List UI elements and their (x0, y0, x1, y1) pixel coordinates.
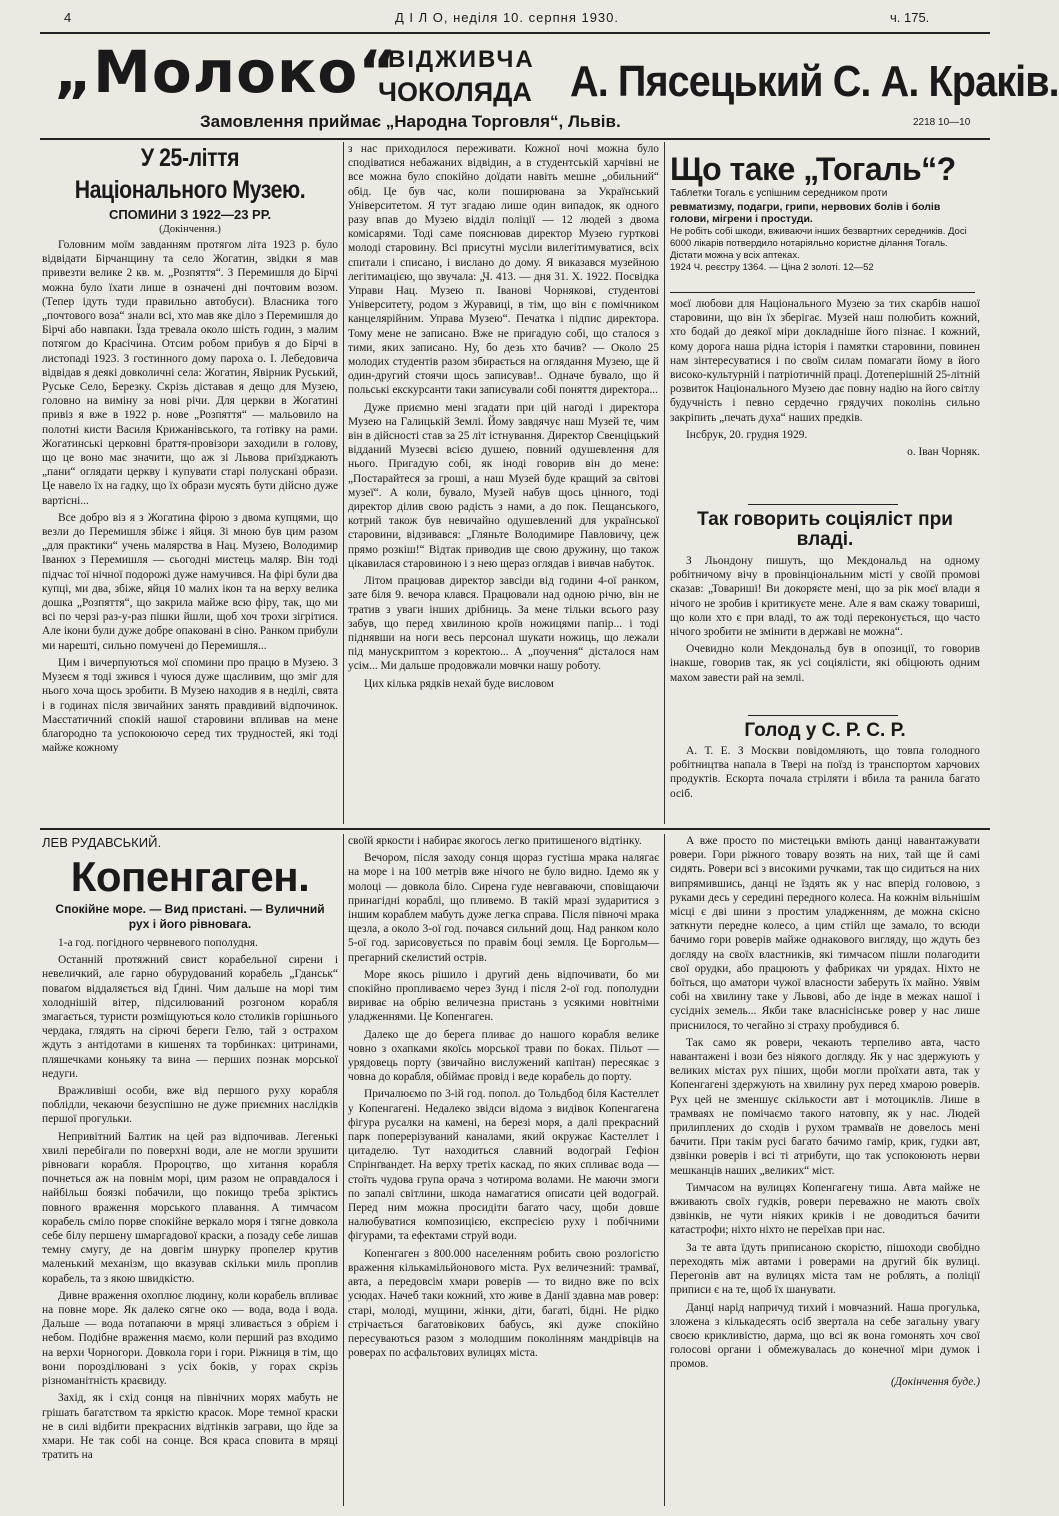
museum-paragraph: Цим і вичерпуються мої спомини про працю в Музею. З Музеєм я тоді зжився і чуюся дуже щасливим, що зміг для нього хоча щось зробити. В Музею находив я в неділі, свята і в годинах після звичайних занять правдивий відпочинок. Маєстатичний спокій нашої старовини впливав на мене благородно та успокоюючо серед тих трудностей, які тоді майже кожному (42, 656, 338, 755)
copenhagen-col1 (42, 834, 338, 1506)
ad-maker: А. Пясецький С. А. Краків. (570, 57, 1059, 106)
copenhagen-paragraph: своїй яркости і набирає якогось легко притишеного відтінку. (348, 835, 642, 847)
ad-product-name: „Молоко“ (54, 38, 398, 106)
museum-author: о. Іван Чорняк. (907, 446, 980, 459)
column-divider (343, 834, 344, 1506)
museum-article-col2 (348, 142, 659, 824)
togal-line: Не робіть собі шкоди, вживаючи інших безвартних середників. Досі 6000 лікарів потвердило нотаріяльно користне ділання Тогаль. Дістати можна у всіх аптеках. (670, 225, 967, 261)
ad-descriptor-2: ЧОКОЛЯДА (378, 77, 532, 107)
museum-paragraph: Цих кілька рядків нехай буде висловом (364, 677, 554, 690)
museum-article-col3 (670, 297, 980, 497)
famine-article (670, 720, 980, 824)
socialist-paragraph: Очевидно коли Мекдональд був в опозиції, то говорив інакше, говорив так, як усі соціялісти, які обіцюють одним махом завести рай на землі. (670, 643, 980, 684)
copenhagen-paragraph: Непривітний Балтик на цей раз відпочивав. Легенькі хвилі перебігали по поверхні води, але не могли зрушити рівноваги корабля. Пророцтво, що хитання корабля почнеться аж на повнім морі, цим разом не оправдалося і найбільш боязкі побачили, що покищо треба зріктись повного враження морського плавання. А тимчасом корабель сміло порве спокійне веркало моря і тягне довкола себе білу першену шмаргадової краски, а позаду себе лишав темну смугу, де на довгім шнурку пропелер крутив маленький механізм, що вказував скільки миль проплив корабель, та з якою швидкістю. (42, 1130, 338, 1285)
museum-paragraph: з нас приходилося переживати. Кожної ночі можна було сподіватися небажаних відвідин, а в студентській харчівні не все можна було спокійно доїдати навіть мешне „обильний“ обід. Це був час, коли поширювана за Український Університетом. Я тут згадаю лише один випадок, як одного разу впав до Музею відділ поліції — 12 людей з двома комісарями. Тоді саме пояснював директор Музею гурткові молоді старовину. Всі присутні мусіли вилегітимуватися, всіх спитали і списано, і вислано до дому. Я виказався музейною легітимацією, що звучала: „Ч. 413. — дня 31. Х. 1922. Посвідка Управи Нац. Музею п. Іванові Чорнякові, студентові Університету, родом з Журавиці, в тім, що він є помічником канцелярійним. Управа Музею“. Печатка і підпис директора. Тому мене не записано. Вже не пригадую собі, що сталося з тими, яких записано. Ну, бо дезь хто бачив? — Около 25 молодих студентів разом збирається на оглядання Музею, ще й один-другий стоячи щось записував!.. Одначе бувало, що й польські екскурсанти таки записували собі поняття директора... (348, 143, 659, 397)
museum-paragraph: Дуже приємно мені згадати при цій нагоді і директора Музею на Галицькій Землі. Йому завдячує наш Музей те, чим він в дійсності став за 25 літ істнування. Директор Свенціцький відданий Музеєві всією душею, повний одушевлення для нього. Пригадую собі, як іноді говорив він до мене: „Постарайтеся за гроші, а наш Музей буде кращий за світові музеї“. А коли, бувало, Музей набув щось цінного, тоді директор ділив свою радість з нами, а до пок. Пещанського, котрий також був невичайно одушевлений для української старовини, відзивався: „Гляньте Володимире Павловичу, цеж прямо розкіш!“ Відтак приводив ще свою дружину, що також цікавилася старовиною і з нею щераз оглядав і вивчав набуток. (348, 401, 659, 570)
togal-rule (670, 292, 975, 293)
copenhagen-author: ЛЕВ РУДАВСЬКИЙ. (42, 835, 162, 850)
copenhagen-paragraph: Далеко ще до берега пливає до нашого корабля велике човно з охапками якоїсь морської трави по боках. Пільот — урядовець порту (звичайно вислужений капітан) пересякає з човна до корабля, обіймає провід і веде корабель до порту. (348, 1028, 659, 1084)
museum-article-subtitle: СПОМИНИ З 1922—23 РР. (108, 207, 272, 222)
issue-number: ч. 175. (890, 10, 930, 25)
togal-title: Що таке „Тогаль“? (670, 151, 956, 187)
copenhagen-paragraph: Дивне враження охоплює людину, коли корабель впливає на повне море. Як далеко сягне око — вода, вода і вода. Дальше — вода потапаючи в мряці зливається з обрієм і небом. Подібне враження маємо, коли перший раз входимо на верхи Чорногори. Довкола гори і гори. Ріжниця в тім, що вони порозділювані з усіх боків, у горах скрізь різноманітність краєвиду. (42, 1289, 338, 1388)
column-divider (664, 142, 665, 824)
section-divider (40, 828, 990, 830)
museum-article-col1 (42, 142, 338, 824)
copenhagen-title: Копенгаген. (70, 853, 310, 900)
ad-bottom-rule (40, 138, 990, 140)
copenhagen-paragraph: Вечором, після заходу сонця щораз густіша мрака налягає на море і на 100 метрів вже нічого не було видно. Ідемо як у молоці — довкола біло. Сирена гуде невгаваючи, сповіщаючи принагідні кораблі, що пливемо. В такій мразі зударитися з іншим кораблем мабуть дуже легка справа. Після півночі мрака щезла, а около 3-ої год. почався сильний дощ. Над ранком коло 5-ої год. зарисовується по правім боці земля. Це Боргольм—прегарний скелистий острів. (348, 852, 659, 964)
copenhagen-col2 (348, 834, 659, 1506)
togal-line: Таблетки Тогаль є успішним середником проти (670, 188, 888, 199)
museum-article-title: У 25-ліття Національного Музею. (74, 144, 306, 204)
copenhagen-paragraph: Море якось рішило і другий день відпочивати, бо ми спокійно пропливаємо через Зунд і після 2-ої год. пополудни вириває на обрію величезна пристань з усякими новітніми уладженнями. Це Копенгаген. (348, 968, 659, 1024)
ad-order-line: Замовлення приймає „Народна Торговля“, Львів. (200, 112, 621, 131)
museum-paragraph: Все добро віз я з Жогатина фірою з двома купцями, що везли до Перемишля збіжє і яйця. Зі мною був цим разом „для практики“ учень малярства в Нац. Музею, Володимир Іванюх з Перемишля — сьогодні мистець маляр. Він тоді підчас тої нічної подорожі дуже намучився. На фірі були два купці, ми два, збіже, яйця 10 малих ікон та на верху велика дошка „Розпяття“, що закрила майже всю фіру, так, що ми всі по черзі раз-у-раз пішки йшли, щоб хоч трохи зігрітися. Але ікони були дуже добре опаковані в сіно. Ранком прибули ми нарешті, сильно помучені до Перемишля... (42, 511, 338, 652)
copenhagen-paragraph: 1-а год. погідного червневого пополудня. (58, 937, 258, 949)
museum-paragraph: Головним моїм завданням протягом літа 1923 р. було відвідати Бірчанщину та село Жогатин, звідки я мав привезти велике 2 кв. м. „Розпяття“. З Перемишля до Бірчі можна було їхати лише в означені дні почтовим возом. (Тепер ідуть туди правильно автобуси). Власника того „почтового воза“ знали всі, хто мав яке діло з Перемишля до Бірчі або навпаки. Їзда тревала около шість годин, з малим потягом до Красічина. Отсим робом прибув я до Бірчі в листопаді 1923. З гостинного дому пароха о. І. Лебедовича відвідав я деякі довколичні села: Жогатин, Явірник Руський, Руське Село, Березку. Скрізь діставав я дещо для Музею, головно на виміну за нові річи. Для церкви в Жогатині привіз я вже в 1922 р. нове „Розпяття“ — мальовило на полотні кисти Василя Крижанівського, та готівку на рами. Жогатинські церковні браття-провізори заходили в голову, що це воно має значити, що аж зі Львова приїзджають „пани“ оглядати церкву і купувати старі полускані образи. Це навело їх на гадку, що їх образи мусять бути дійсно дуже вартісні... (42, 239, 338, 507)
togal-line: 1924 Ч. реєстру 1364. — Ціна 2 золоті. 12—52 (670, 261, 874, 273)
copenhagen-col3 (670, 834, 980, 1506)
museum-article-note: (Докінчення.) (159, 224, 221, 235)
copenhagen-paragraph: Копенгаген з 800.000 населенням робить свою розлогістю враження кількамільйонового міста. Рух величезний: трамваї, авта, а передовсім хмари роверів — то видно вже по всіх усюдах. Начеб таки кожний, хто живе в Данії здавна мав ровер: старі, молоді, мущини, жінки, діти, багаті, бідні. Не рідко стрічається багатовікових бабусь, які дуже спокійно пересуваються разом з молодшим поколінням мандрівців на роверах по асфальтових вулицях міста. (348, 1247, 659, 1360)
copenhagen-paragraph: Останній протяжний свист корабельної сирени і невеличкий, але гарно обурудований корабель „Гданськ“ поваґом віддаляється від Ґдині. Чим дальше на морі тим холоднішій вітер, підсилюваний розгоном корабля змагається, туристи розміщуються коло столиків горішнього чердака, глядять на сірючі береги Гелю, тай з острахом ждуть з антідотами в кишенях та торбинках: цитринами, пляшечками коньяку та вина — перших познак морської недуги. (42, 954, 338, 1080)
section-rule (748, 715, 898, 716)
togal-line: ревматизму, подагри, грипи, нервових болів і болів голови, мігрени і простуди. (670, 200, 941, 225)
copenhagen-paragraph: За те авта їдуть приписаною скорістю, пішоходи свобідно переходять між автами і роверами на другий бік вулиці. Перегонів авт на вулицях міста там не роблять, а поліції приписи є на те, щоб їх шанувати. (670, 1241, 980, 1297)
chocolate-ad (40, 36, 1059, 136)
copenhagen-paragraph: Данці нарід напричуд тихий і мовчазний. Наша прогулька, зложена з кількадесять осіб звертала на себе загальну увагу своєю крикливістю, дарма, що всі як вона гомонять хоч свої голосові органи і обмежувалась до конечної міри думок і промов. (670, 1301, 980, 1371)
copenhagen-paragraph: Вражливіші особи, вже від першого руху корабля поблідли, чекаючи безуспішно не дуже приємних наслідків першої прогульки. (42, 1085, 338, 1126)
column-divider (664, 834, 665, 1506)
museum-paragraph: Літом працював директор завсіди від години 4-ої ранком, зате біля 9. вечора клався. Працювали над одною річю, він не тратив з уваги інших дрібниць. За мене тільки всього разу забув, що перед хвилиною кроїв ножицями папір... і тоді піднявши на ноги весь персонал шукати ножиць, що лежали під манускриптом з коректою... А „поучення“ дісталося нам усім... Ми дальше продовжали мовчки нашу роботу. (348, 575, 659, 673)
socialist-article (670, 510, 980, 710)
museum-paragraph: моєї любови для Національного Музею за тих скарбів нашої старовини, що він їх зберігає. Музей наш полюбить кожний, хто бодай до деякої міри докладніше його пізнає. І кожний, кому дорога наша рідна історія і памятки старовини, повинен нам зінтересуватися і по своїм силам помагати йому в його високо-культурній і патріотичній праці. Дотеперішній 25-літній розвиток Національного Музею дає повну надію на його світлу будучність і певно сердечно грядучих поколінь сильно закріпить „печать духа“ наших предків. (670, 298, 981, 424)
copenhagen-paragraph: Тимчасом на вулицях Копенгагену тиша. Авта майже не вживають своїх гудків, ровери переважно не мають своїх дзвінків, не чути ніяких криків і не доводиться бачити катастрофи; ніхто ніхто не переїхав при нас. (670, 1181, 980, 1237)
famine-title: Голод у С. Р. С. Р. (744, 720, 906, 741)
ad-descriptor-1: ВІДЖИВЧА (388, 46, 535, 73)
museum-signoff-place: Інсбрук, 20. грудня 1929. (686, 428, 808, 441)
copenhagen-paragraph: Захід, як і схід сонця на північних морях мабуть не грішать багатством та яркістю красок. Море темної краски не в силі відбити прекрасних відтінків заграви, що йде за хмари. Не так собі на сонце. Вся краса сповита в мряці тратить на (42, 1392, 338, 1462)
masthead: Д І Л О, неділя 10. серпня 1930. (395, 10, 619, 25)
copenhagen-subtitle: Спокійне море. — Вид пристані. — Вуличний рух і його рівновага. (55, 902, 325, 931)
section-rule (748, 504, 898, 505)
famine-paragraph: А. Т. Е. З Москви повідомляють, що товпа голодного робітництва напала в Твері на поїзд із транспортом харчових продуктів. Ескорта почала стріляти і вбила та ранила багато осіб. (670, 745, 980, 800)
ad-code: 2218 10—10 (913, 117, 971, 128)
header-rule (40, 32, 990, 34)
copenhagen-paragraph: Так само як ровери, чекають терпеливо авта, часто навантажені і вози без ніякого догляду. Як у нас здержують у великих містах рух піших, щоби могли проїхати авта, так у Копенгагені здержують на хвилину рух перед хмарою роверів. Рух цей не зменшує скількости авт і мотоциклів. Лише в трамваях не помічаємо такого натовпу, як у нас. Людей прилиплених до сходів і рухом трамваїв не довелось мені бачити. При такім русі багато бачимо гамір, крик, гудки авт, дзвінки роверів і всі ті атрибути, що так успокоюють нерви мешканців наших „великих“ міст. (670, 1036, 980, 1177)
copenhagen-paragraph: А вже просто по мистецьки вміють данці навантажувати ровери. Гори ріжного товару возять на них, тай ще й самі сидять. Ровери всі з високими ручками, так що сидиться на них випрямившись, данці не їздять як у нас вперід головою, з руками десь у середині передного колеса. На кожнім вільнішім місці є дві шини з простим уладженням, де можна скісно заткнути передне колесо, а цим стійл ще замало, то всюди бачимо гори роверів майже однакового вигляду, що ждуть без догляду на своїх властників, які тимчасом пішли полагодити свої орудки, або працюють у фабриках чи урядах. Ніхто не боїться, що аматори чужої власности заберуть їх майно. Уявім собі на хвилину таке у Львові, або де інде в межах нашої і сусідніх земель... Якби таке власнісінське ровер у нас лише приснилося, то чегайно зі страху пробудився б. (670, 835, 980, 1032)
column-divider (343, 142, 344, 824)
togal-ad (670, 150, 980, 290)
continuation-note: (Докінчення буде.) (890, 1375, 980, 1388)
page-number: 4 (64, 10, 72, 25)
socialist-title: Так говорить соціяліст при владі. (697, 509, 953, 550)
socialist-paragraph: З Льондону пишуть, що Мекдональд на одному робітничому вічу в провінціональним місті у своїй промові сказав: „Товариші! Ви докоряєте мені, що за рік моєї влади я нічого не зробив і критикуєте мене. Але я вам скажу товариші, що коли хто є при владі, то аж тоді переконується, що часто нічого зробити не змінити в державі не можна“. (670, 555, 980, 639)
copenhagen-paragraph: Причалюємо по 3-ій год. попол. до Тольдбод біля Кастеллет у Копенгагені. Недалеко звідси відома з видівок Копенгагена фігура русалки на камені, на березі моря, а далі прекрасний парк поперерізуваний каналами, який окружає Кастеллет і цитаделю. Тут находиться славний водограй Гефіон Спрінґвандет. На верху третіх каскад, по яких спливає вода — стоїть чудова група орача з чотирома волами. Не маючи змоги по запалі світлини, шкода намагатися описати цей водограй. Перед ним можна просидіти багато часу, щоби довше налюбуватися композицією, експресією руху і побічними фігурами, та ефектами струй води. (348, 1088, 659, 1243)
